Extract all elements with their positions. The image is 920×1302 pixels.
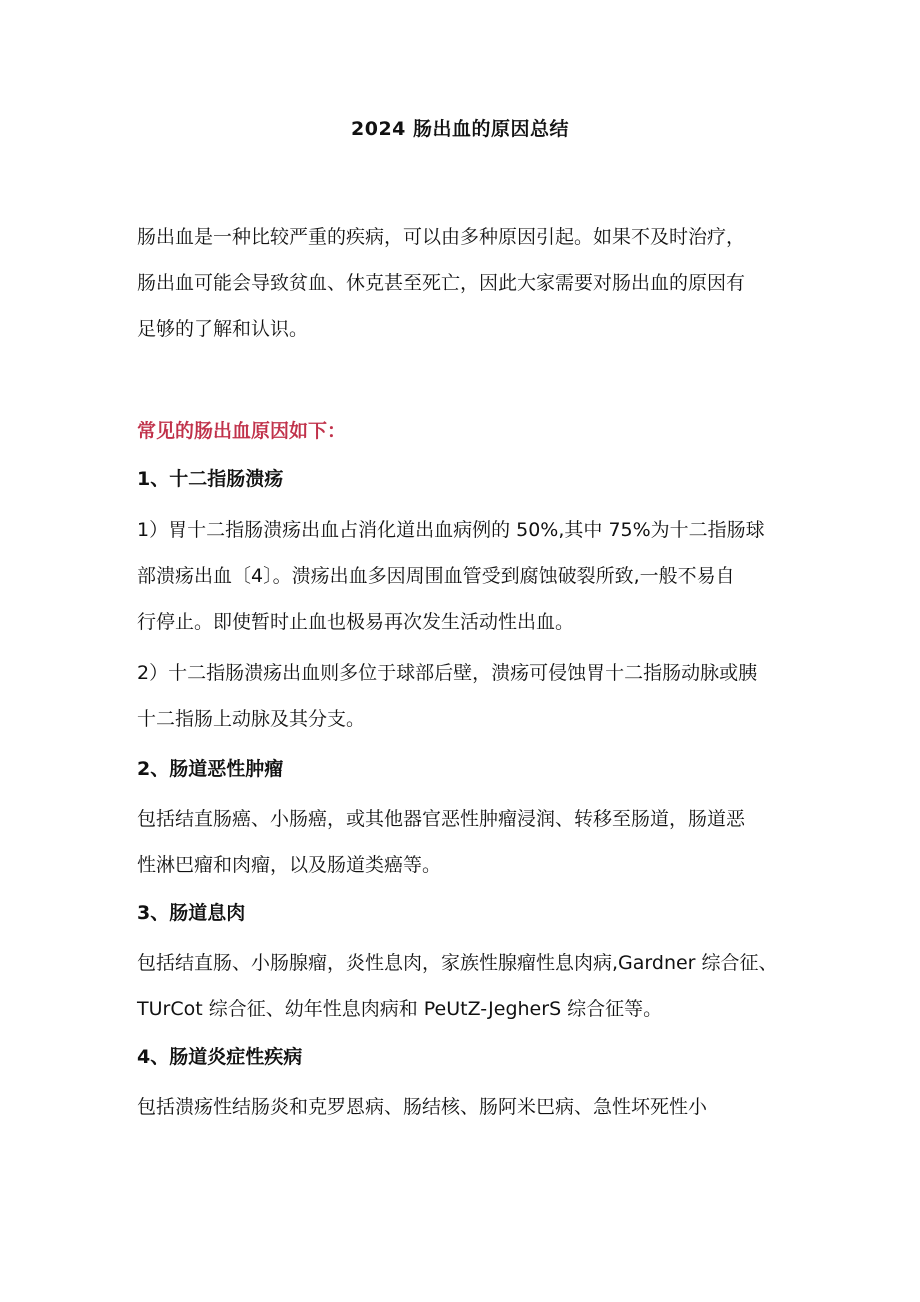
paragraph-line: 十二指肠上动脉及其分支。	[137, 708, 366, 730]
paragraph-line: TUrCot 综合征、幼年性息肉病和 PeUtZ-JegherS 综合征等。	[137, 998, 663, 1020]
paragraph-line: 包括结直肠癌、小肠癌，或其他器官恶性肿瘤浸润、转移至肠道，肠道恶	[137, 808, 746, 830]
paragraph-line: 足够的了解和认识。	[137, 318, 309, 340]
section-paragraph	[137, 796, 787, 888]
section-paragraph	[137, 507, 787, 645]
paragraph-line: 肠出血可能会导致贫血、休克甚至死亡，因此大家需要对肠出血的原因有	[137, 272, 746, 294]
section-heading-malignant-tumor: 2、肠道恶性肿瘤	[137, 758, 284, 780]
section-paragraph	[137, 940, 787, 1032]
document-title: 2024 肠出血的原因总结	[351, 118, 569, 140]
paragraph-line: 性淋巴瘤和肉瘤，以及肠道类癌等。	[137, 854, 442, 876]
section-paragraph	[137, 1084, 787, 1130]
paragraph-line: 肠出血是一种比较严重的疾病，可以由多种原因引起。如果不及时治疗，	[137, 226, 746, 248]
paragraph-line: 2）十二指肠溃疡出血则多位于球部后壁，溃疡可侵蚀胃十二指肠动脉或胰	[137, 662, 758, 684]
paragraph-line: 行停止。即使暂时止血也极易再次发生活动性出血。	[137, 611, 575, 633]
causes-heading: 常见的肠出血原因如下：	[137, 420, 347, 442]
intro-paragraph	[137, 214, 787, 352]
paragraph-line: 1）胃十二指肠溃疡出血占消化道出血病例的 50%,其中 75%为十二指肠球	[137, 519, 765, 541]
section-paragraph	[137, 650, 787, 742]
paragraph-line: 部溃疡出血〔4〕。溃疡出血多因周围血管受到腐蚀破裂所致,一般不易自	[137, 565, 735, 587]
section-heading-duodenal-ulcer: 1、十二指肠溃疡	[137, 468, 284, 490]
section-heading-inflammatory: 4、肠道炎症性疾病	[137, 1046, 303, 1068]
section-heading-polyps: 3、肠道息肉	[137, 902, 246, 924]
paragraph-line: 包括结直肠、小肠腺瘤，炎性息肉，家族性腺瘤性息肉病,Gardner 综合征、	[137, 952, 778, 974]
paragraph-line: 包括溃疡性结肠炎和克罗恩病、肠结核、肠阿米巴病、急性坏死性小	[137, 1096, 708, 1118]
